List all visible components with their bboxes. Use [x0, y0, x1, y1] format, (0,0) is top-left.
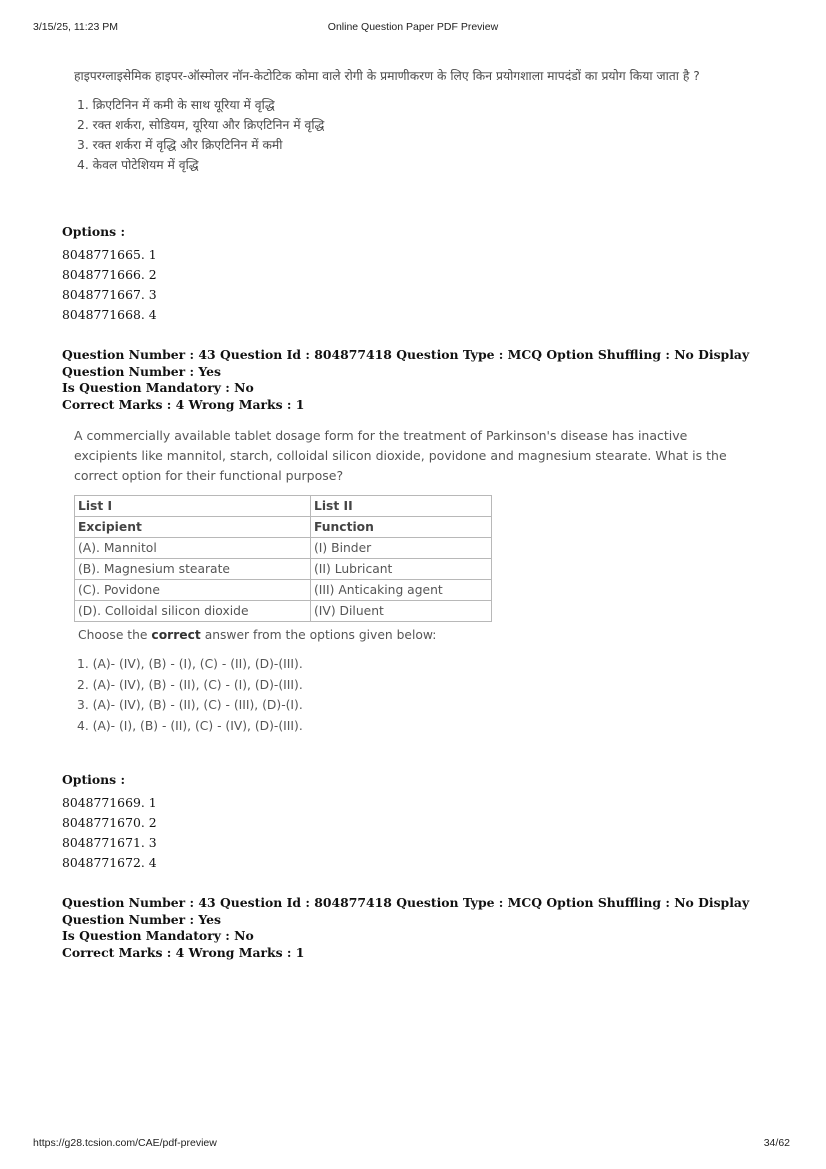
meta-line: Correct Marks : 4 Wrong Marks : 1	[62, 396, 305, 412]
table-cell: (A). Mannitol	[75, 538, 311, 559]
option-id: 8048771672. 4	[62, 855, 157, 870]
option-id: 8048771666. 2	[62, 267, 157, 282]
meta-line: Correct Marks : 4 Wrong Marks : 1	[62, 944, 305, 960]
option-id: 8048771667. 3	[62, 287, 157, 302]
question-stem: A commercially available tablet dosage form for the treatment of Parkinson's disease has inactive excipients like mannitol, starch, colloidal silicon dioxide, povidone and magnesium stearate. What is the correct option for their functional purpose?	[74, 428, 727, 483]
question-stem: हाइपरग्लाइसेमिक हाइपर-ऑस्मोलर नॉन-केटोटिक कोमा वाले रोगी के प्रमाणीकरण के लिए किन प्रयोगशाला मापदंडों का प्रयोग किया जाता है ?	[74, 69, 700, 83]
print-datetime: 3/15/25, 11:23 PM	[33, 21, 119, 33]
options-block	[62, 772, 157, 873]
match-table	[74, 495, 492, 622]
question-meta	[62, 347, 782, 413]
options-title: Options :	[62, 772, 126, 787]
table-row	[75, 580, 492, 601]
table-cell: (III) Anticaking agent	[311, 580, 492, 601]
table-cell: (B). Magnesium stearate	[75, 559, 311, 580]
question-option: 1. क्रिएटिनिन में कमी के साथ यूरिया में वृद्धि	[77, 98, 275, 112]
question-option: 4. केवल पोटेशियम में वृद्धि	[77, 158, 199, 172]
question-option: 4. (A)- (I), (B) - (II), (C) - (IV), (D)-(III).	[77, 718, 303, 733]
page-number: 34/62	[763, 1137, 790, 1149]
option-id: 8048771670. 2	[62, 815, 157, 830]
question-option: 2. रक्त शर्करा, सोडियम, यूरिया और क्रिएटिनिन में वृद्धि	[77, 118, 325, 132]
question-option: 3. रक्त शर्करा में वृद्धि और क्रिएटिनिन में कमी	[77, 138, 283, 152]
meta-line: Question Number : 43 Question Id : 804877418 Question Type : MCQ Option Shuffling : No Display Question Number : Yes	[62, 895, 750, 927]
table-row	[75, 538, 492, 559]
option-id: 8048771671. 3	[62, 835, 157, 850]
question-image-english	[74, 426, 774, 736]
question-option: 3. (A)- (IV), (B) - (II), (C) - (III), (D)-(I).	[77, 698, 303, 712]
options-title: Options :	[62, 224, 126, 239]
print-title: Online Question Paper PDF Preview	[327, 21, 499, 33]
option-id: 8048771665. 1	[62, 247, 157, 262]
table-header: Excipient	[75, 517, 311, 538]
question-option: 1. (A)- (IV), (B) - (I), (C) - (II), (D)-(III).	[77, 657, 303, 671]
table-header: Function	[311, 517, 492, 538]
meta-line: Is Question Mandatory : No	[62, 928, 254, 943]
question-option: 2. (A)- (IV), (B) - (II), (C) - (I), (D)-(III).	[77, 677, 303, 692]
options-block	[62, 224, 157, 325]
choose-instruction: Choose the correct answer from the options given below:	[78, 628, 437, 642]
table-header: List II	[311, 496, 492, 517]
table-header: List I	[75, 496, 311, 517]
question-image-hindi	[74, 66, 764, 175]
meta-line: Question Number : 43 Question Id : 804877418 Question Type : MCQ Option Shuffling : No Display Question Number : Yes	[62, 347, 750, 379]
option-id: 8048771668. 4	[62, 307, 157, 322]
page-url: https://g28.tcsion.com/CAE/pdf-preview	[33, 1137, 217, 1149]
table-cell: (C). Povidone	[75, 580, 311, 601]
table-cell: (II) Lubricant	[311, 559, 492, 580]
meta-line: Is Question Mandatory : No	[62, 380, 254, 395]
table-row	[75, 559, 492, 580]
option-id: 8048771669. 1	[62, 795, 157, 810]
table-cell: (D). Colloidal silicon dioxide	[75, 601, 311, 622]
table-row	[75, 601, 492, 622]
table-cell: (IV) Diluent	[311, 601, 492, 622]
question-meta	[62, 895, 782, 961]
table-cell: (I) Binder	[311, 538, 492, 559]
